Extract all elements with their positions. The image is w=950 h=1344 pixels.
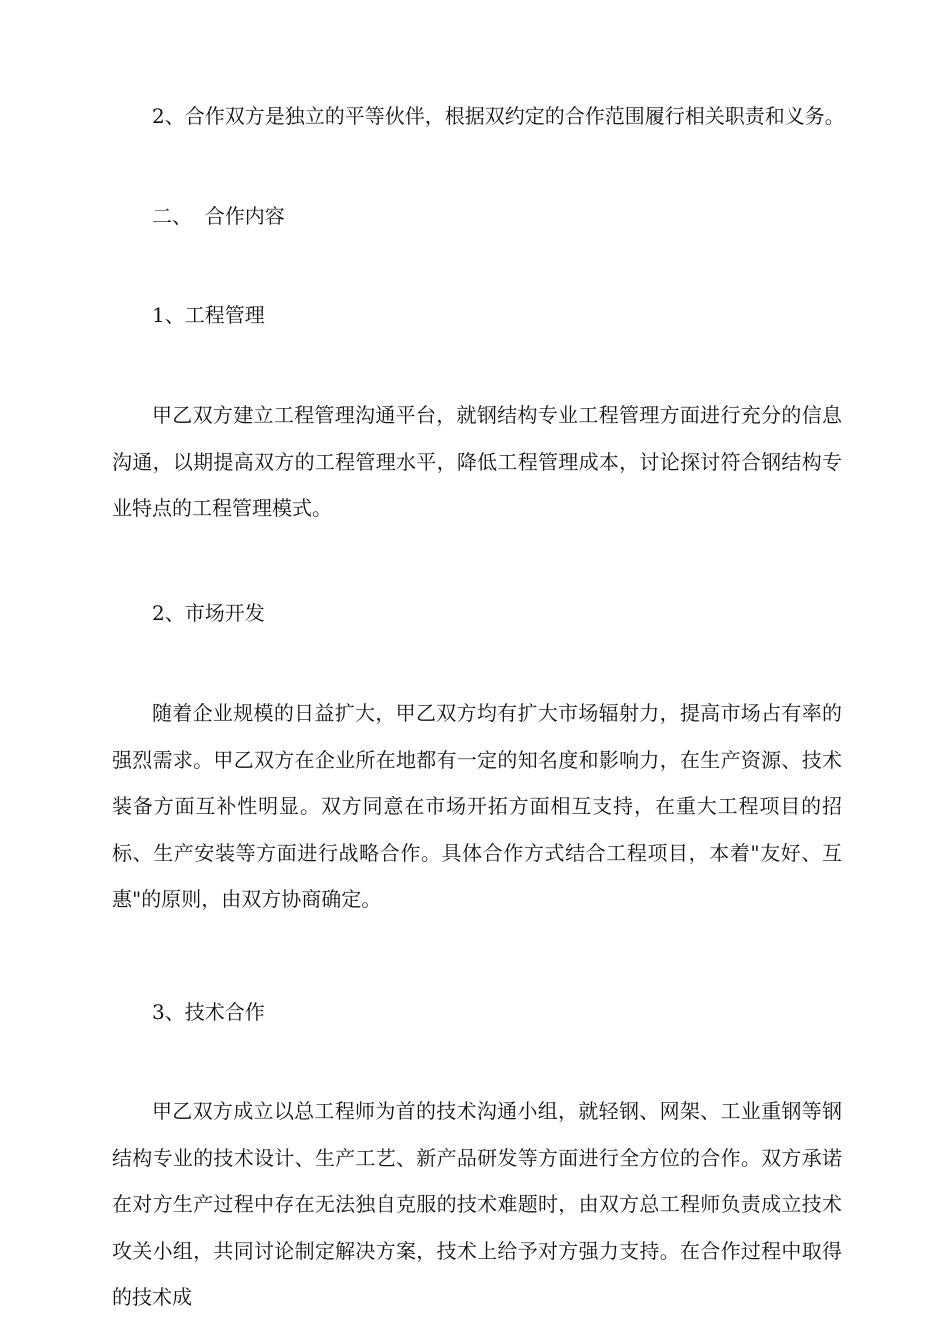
section-heading-cooperation-content: 二、 合作内容 — [152, 204, 285, 228]
subsection-title-market-development: 2、市场开发 — [152, 601, 265, 625]
clause-item-2: 2、合作双方是独立的平等伙伴，根据双约定的合作范围履行相关职责和义务。 — [152, 104, 845, 128]
paragraph-market-development: 随着企业规模的日益扩大，甲乙双方均有扩大市场辐射力，提高市场占有率的强烈需求。甲乙双方在企业所在地都有一定的知名度和影响力，在生产资源、技术装备方面互补性明显。双方同意在市场开拓方面相互支持，在重大工程项目的招标、生产安装等方面进行战略合作。具体合作方式结合工程项目，本着"友好、互惠"的原则，由双方协商确定。 — [112, 701, 842, 911]
subsection-title-engineering-management: 1、工程管理 — [152, 303, 265, 327]
paragraph-engineering-management: 甲乙双方建立工程管理沟通平台，就钢结构专业工程管理方面进行充分的信息沟通，以期提高双方的工程管理水平，降低工程管理成本，讨论探讨符合钢结构专业特点的工程管理模式。 — [112, 403, 842, 520]
subsection-title-technical-cooperation: 3、技术合作 — [152, 1000, 265, 1024]
paragraph-technical-cooperation: 甲乙双方成立以总工程师为首的技术沟通小组，就轻钢、网架、工业重钢等钢结构专业的技术设计、生产工艺、新产品研发等方面进行全方位的合作。双方承诺在对方生产过程中存在无法独自克服的技术难题时，由双方总工程师负责成立技术攻关小组，共同讨论制定解决方案，技术上给予对方强力支持。在合作过程中取得的技术成 — [112, 1099, 842, 1309]
